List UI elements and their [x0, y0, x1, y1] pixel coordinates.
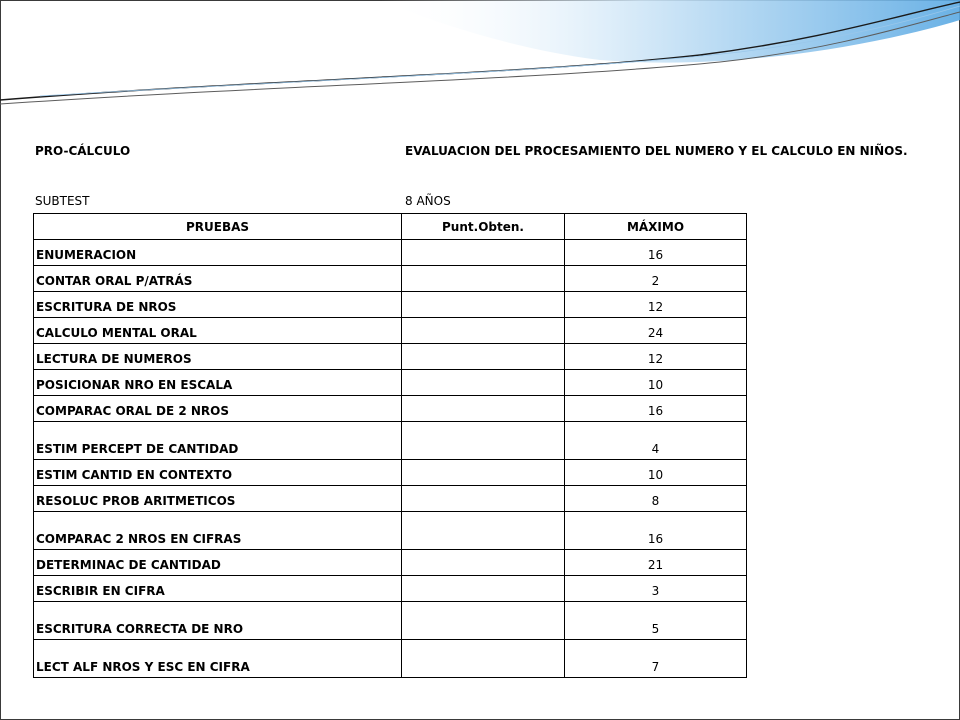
row-maximo: 3 — [565, 576, 747, 602]
row-puntaje — [402, 486, 565, 512]
column-header-pruebas: PRUEBAS — [34, 214, 402, 240]
row-maximo: 5 — [565, 602, 747, 640]
row-prueba: DETERMINAC DE CANTIDAD — [34, 550, 402, 576]
row-maximo: 16 — [565, 240, 747, 266]
row-prueba: COMPARAC 2 NROS EN CIFRAS — [34, 512, 402, 550]
row-prueba: ESTIM CANTID EN CONTEXTO — [34, 460, 402, 486]
row-maximo: 4 — [565, 422, 747, 460]
decorative-swoosh — [0, 0, 960, 110]
row-puntaje — [402, 240, 565, 266]
row-maximo: 21 — [565, 550, 747, 576]
table-row — [34, 292, 747, 318]
row-maximo: 2 — [565, 266, 747, 292]
row-puntaje — [402, 602, 565, 640]
row-puntaje — [402, 292, 565, 318]
row-maximo: 12 — [565, 292, 747, 318]
table-row — [34, 422, 747, 460]
row-puntaje — [402, 344, 565, 370]
table-row — [34, 640, 747, 678]
column-header-maximo: MÁXIMO — [565, 214, 747, 240]
row-prueba: ESTIM PERCEPT DE CANTIDAD — [34, 422, 402, 460]
table-row — [34, 344, 747, 370]
row-prueba: CONTAR ORAL P/ATRÁS — [34, 266, 402, 292]
row-prueba: POSICIONAR NRO EN ESCALA — [34, 370, 402, 396]
table-header-row — [34, 214, 747, 240]
row-puntaje — [402, 396, 565, 422]
table-row — [34, 602, 747, 640]
row-prueba: ESCRITURA CORRECTA DE NRO — [34, 602, 402, 640]
row-puntaje — [402, 422, 565, 460]
row-maximo: 10 — [565, 460, 747, 486]
row-prueba: LECT ALF NROS Y ESC EN CIFRA — [34, 640, 402, 678]
table-row — [34, 240, 747, 266]
table-row — [34, 396, 747, 422]
row-maximo: 10 — [565, 370, 747, 396]
row-prueba: ENUMERACION — [34, 240, 402, 266]
table-row — [34, 266, 747, 292]
table-row — [34, 576, 747, 602]
table-row — [34, 550, 747, 576]
column-header-puntaje: Punt.Obten. — [402, 214, 565, 240]
row-puntaje — [402, 576, 565, 602]
table-row — [34, 318, 747, 344]
table-row — [34, 486, 747, 512]
table-row — [34, 370, 747, 396]
row-puntaje — [402, 640, 565, 678]
row-maximo: 7 — [565, 640, 747, 678]
row-puntaje — [402, 512, 565, 550]
row-prueba: ESCRIBIR EN CIFRA — [34, 576, 402, 602]
row-prueba: RESOLUC PROB ARITMETICOS — [34, 486, 402, 512]
row-puntaje — [402, 550, 565, 576]
row-puntaje — [402, 266, 565, 292]
row-maximo: 12 — [565, 344, 747, 370]
results-table — [33, 213, 747, 678]
row-puntaje — [402, 318, 565, 344]
row-prueba: COMPARAC ORAL DE 2 NROS — [34, 396, 402, 422]
row-puntaje — [402, 370, 565, 396]
row-prueba: CALCULO MENTAL ORAL — [34, 318, 402, 344]
row-maximo: 16 — [565, 512, 747, 550]
table-row — [34, 460, 747, 486]
row-prueba: LECTURA DE NUMEROS — [34, 344, 402, 370]
row-maximo: 8 — [565, 486, 747, 512]
row-puntaje — [402, 460, 565, 486]
table-row — [34, 512, 747, 550]
subtest-label: SUBTEST — [35, 194, 90, 208]
test-name: PRO-CÁLCULO — [35, 144, 131, 158]
row-prueba: ESCRITURA DE NROS — [34, 292, 402, 318]
row-maximo: 24 — [565, 318, 747, 344]
test-description: EVALUACION DEL PROCESAMIENTO DEL NUMERO Y EL CALCULO EN NIÑOS. — [405, 144, 908, 158]
row-maximo: 16 — [565, 396, 747, 422]
age-label: 8 AÑOS — [405, 194, 451, 208]
